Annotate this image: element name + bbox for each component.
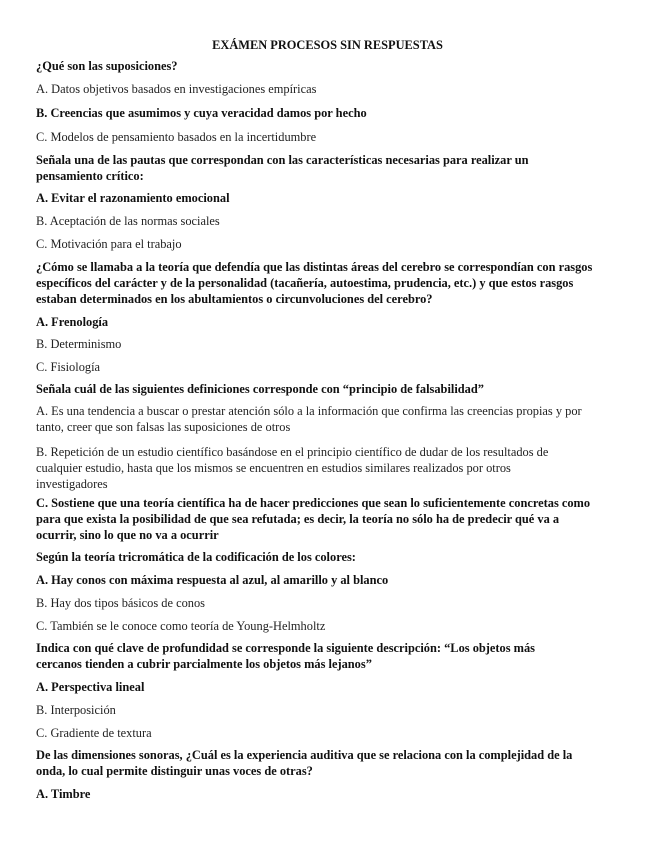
question-1-option-b: B. Creencias que asumimos y cuya veracidad damos por hecho bbox=[36, 106, 367, 120]
question-2-option-b: B. Aceptación de las normas sociales bbox=[36, 214, 220, 228]
question-3-option-a: A. Frenología bbox=[36, 315, 109, 329]
question-3-option-b: B. Determinismo bbox=[36, 337, 122, 351]
question-7: De las dimensiones sonoras, ¿Cuál es la experiencia auditiva que se relaciona con la complejidad de la onda, lo cual permite distinguir unas voces de otras? bbox=[36, 748, 573, 778]
question-5-option-a: A. Hay conos con máxima respuesta al azul, al amarillo y al blanco bbox=[36, 573, 389, 587]
question-4-option-a: A. Es una tendencia a buscar o prestar atención sólo a la información que confirma las creencias propias y por tanto, creer que son falsas las suposiciones de otros bbox=[36, 404, 582, 434]
question-1-option-c: C. Modelos de pensamiento basados en la incertidumbre bbox=[36, 130, 317, 144]
question-4-option-b: B. Repetición de un estudio científico basándose en el principio científico de dudar de los resultados de cualquier estudio, hasta que los mismos se encuentren en estudios similares realizados por otros investigadores bbox=[36, 445, 549, 491]
question-3: ¿Cómo se llamaba a la teoría que defendía que las distintas áreas del cerebro se correspondían con rasgos específicos del carácter y de la personalidad (tacañería, autoestima, prudencia, etc.) y que estos rasgos estaban determinados en los abultamientos o circunvoluciones del cerebro? bbox=[36, 260, 593, 306]
question-2-option-a: A. Evitar el razonamiento emocional bbox=[36, 191, 230, 205]
question-6-option-b: B. Interposición bbox=[36, 703, 116, 717]
question-7-option-a: A. Timbre bbox=[36, 787, 91, 801]
question-6-option-a: A. Perspectiva lineal bbox=[36, 680, 145, 694]
question-2: Señala una de las pautas que correspondan con las características necesarias para realizar un pensamiento crítico: bbox=[36, 153, 529, 183]
question-3-option-c: C. Fisiología bbox=[36, 360, 101, 374]
question-4: Señala cuál de las siguientes definiciones corresponde con “principio de falsabilidad” bbox=[36, 382, 484, 396]
question-5: Según la teoría tricromática de la codificación de los colores: bbox=[36, 550, 356, 564]
question-1-option-a: A. Datos objetivos basados en investigaciones empíricas bbox=[36, 82, 317, 96]
document-title: EXÁMEN PROCESOS SIN RESPUESTAS bbox=[212, 38, 443, 52]
question-5-option-b: B. Hay dos tipos básicos de conos bbox=[36, 596, 205, 610]
question-6-option-c: C. Gradiente de textura bbox=[36, 726, 152, 740]
question-5-option-c: C. También se le conoce como teoría de Young-Helmholtz bbox=[36, 619, 326, 633]
question-4-option-c: C. Sostiene que una teoría científica ha de hacer predicciones que sean lo suficientemente concretas como para que exista la posibilidad de que sea refutada; es decir, la teoría no sólo ha de predecir qué va a ocurrir, sino lo que no va a ocurrir bbox=[36, 496, 591, 542]
question-6: Indica con qué clave de profundidad se corresponde la siguiente descripción: “Los objetos más cercanos tienden a cubrir parcialmente los objetos más lejanos” bbox=[36, 641, 535, 671]
question-1: ¿Qué son las suposiciones? bbox=[36, 59, 178, 73]
question-2-option-c: C. Motivación para el trabajo bbox=[36, 237, 182, 251]
